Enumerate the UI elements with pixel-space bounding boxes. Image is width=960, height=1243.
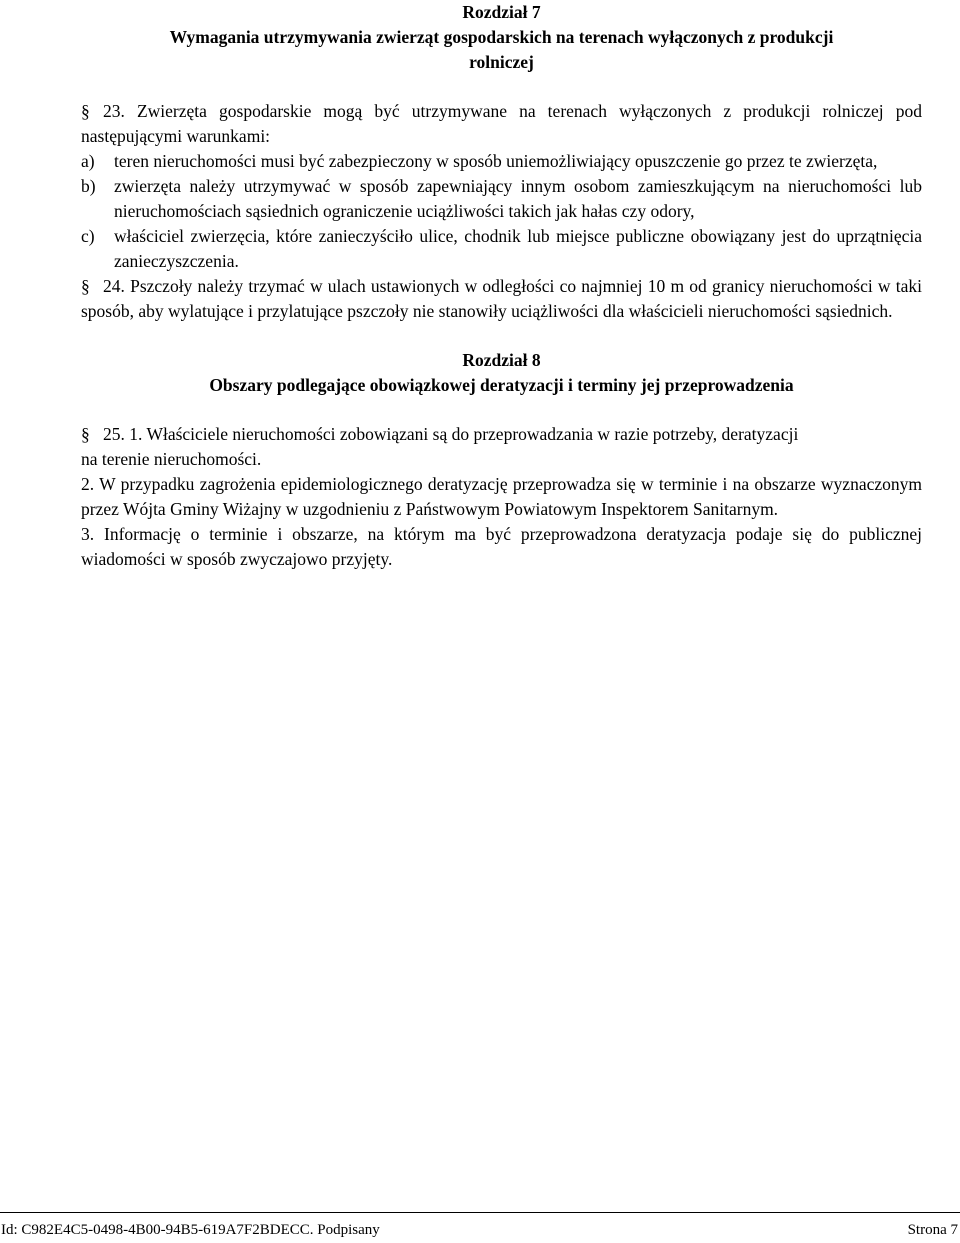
section-mark: § [81, 101, 90, 121]
list-item-text: teren nieruchomości musi być zabezpieczony w sposób uniemożliwiający opuszczenie go przez te zwierzęta, [114, 151, 878, 171]
paragraph-25-point-1 [81, 422, 922, 447]
chapter-7-header [81, 0, 922, 75]
page-number: Strona 7 [907, 1222, 958, 1238]
list-item [81, 174, 922, 224]
document-id: Id: C982E4C5-0498-4B00-94B5-619A7F2BDECC. Podpisany [1, 1222, 380, 1238]
document-page [81, 0, 922, 572]
paragraph-23-intro [81, 99, 922, 149]
paragraph-24-text: Pszczoły należy trzymać w ulach ustawionych w odległości co najmniej 10 m od granicy nieruchomości w taki sposób, aby wylatujące i przylatujące pszczoły nie stanowiły uciążliwości dla właścicieli nieruchomości sąsiednich. [81, 276, 923, 321]
page-footer [0, 1212, 960, 1239]
paragraph-24 [81, 274, 922, 324]
list-marker: a) [81, 151, 95, 171]
paragraph-23-number: 23. [103, 101, 125, 121]
spacer [81, 75, 922, 99]
point-1-text: Właściciele nieruchomości zobowiązani są do przeprowadzania w razie potrzeby, deratyzacji [146, 424, 799, 444]
list-item [81, 224, 922, 274]
paragraph-25-point-2: 2. W przypadku zagrożenia epidemiologicznego deratyzację przeprowadza się w terminie i na obszarze wyznaczonym przez Wójta Gminy Wiżajny w uzgodnieniu z Państwowym Powiatowym Inspektorem Sanitarnym. [81, 474, 922, 519]
chapter-7-heading: Rozdział 7 [462, 2, 541, 22]
list-marker: b) [81, 176, 96, 196]
spacer [81, 324, 922, 348]
paragraph-25-point-3: 3. Informację o terminie i obszarze, na którym ma być przeprowadzona deratyzacja podaje się do publicznej wiadomości w sposób zwyczajowo przyjęty. [81, 524, 922, 569]
paragraph-25-number: 25. [103, 424, 125, 444]
list-marker: c) [81, 226, 95, 246]
chapter-7-title-line-1: Wymagania utrzymywania zwierząt gospodarskich na terenach wyłączonych z produkcji [169, 27, 834, 47]
paragraph-25-point-1-continuation: na terenie nieruchomości. [81, 449, 262, 469]
list-item-text: właściciel zwierzęcia, które zanieczyściło ulice, chodnik lub miejsce publiczne obowiązany jest do uprzątnięcia zanieczyszczenia. [114, 226, 922, 271]
paragraph-24-number: 24. [103, 276, 125, 296]
chapter-7-title-line-2: rolniczej [469, 52, 534, 72]
paragraph-23-intro-text: Zwierzęta gospodarskie mogą być utrzymywane na terenach wyłączonych z produkcji rolniczej pod następującymi warunkami: [81, 101, 922, 146]
list-item-text: zwierzęta należy utrzymywać w sposób zapewniający innym osobom zamieszkującym na nieruchomości lub nieruchomościach sąsiednich ograniczenie uciążliwości takich jak hałas czy odory, [114, 176, 922, 221]
paragraph-23-list [81, 149, 922, 274]
chapter-8-title: Obszary podlegające obowiązkowej deratyzacji i terminy jej przeprowadzenia [209, 375, 794, 395]
spacer [81, 398, 922, 422]
chapter-8-heading: Rozdział 8 [462, 350, 541, 370]
point-1-number: 1. [129, 424, 143, 444]
section-mark: § [81, 276, 90, 296]
section-mark: § [81, 424, 90, 444]
chapter-8-header [81, 348, 922, 398]
list-item [81, 149, 922, 174]
